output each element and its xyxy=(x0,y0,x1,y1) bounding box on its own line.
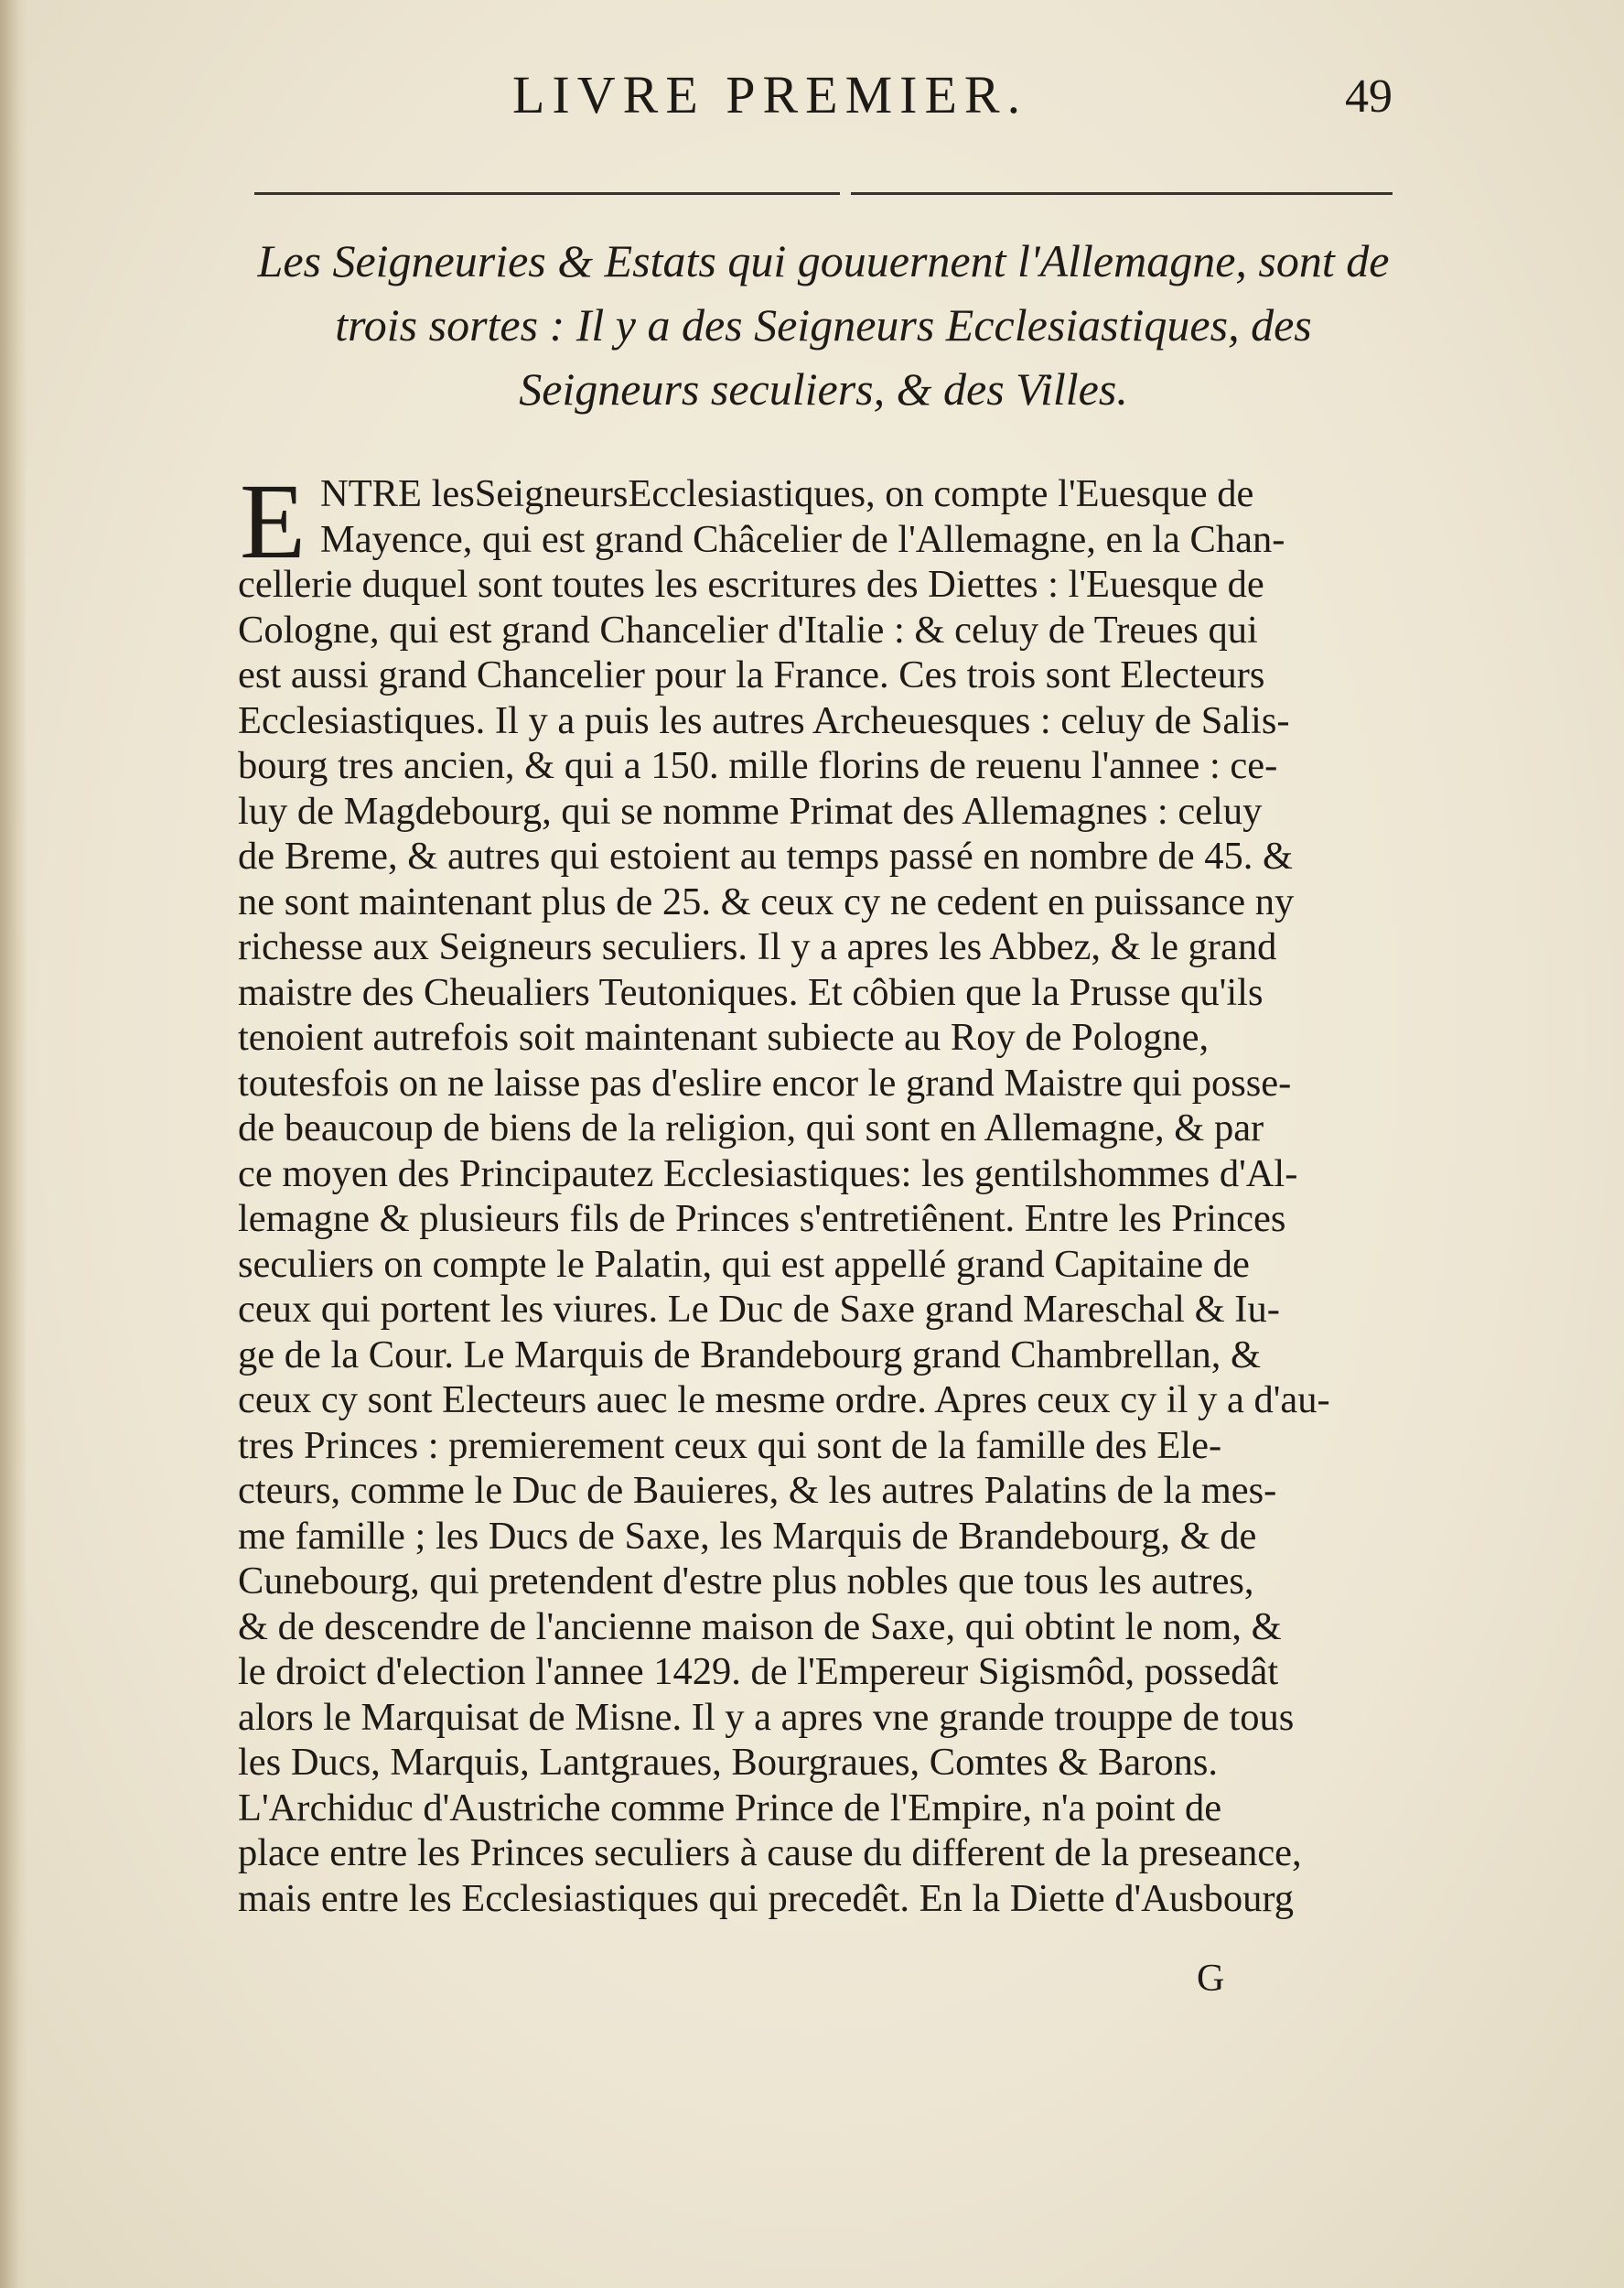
text-line: NTRE lesSeigneursEcclesiastiques, on compte l'Euesque de xyxy=(320,472,1254,515)
text-line: Mayence, qui est grand Châcelier de l'Allemagne, en la Chan- xyxy=(320,517,1285,561)
heading-line: trois sortes : Il y a des Seigneurs Ecclesiastiques, des xyxy=(335,299,1312,351)
text-line: Ecclesiastiques. Il y a puis les autres Archeuesques : celuy de Salis- xyxy=(238,698,1290,742)
text-line: cellerie duquel sont toutes les escritures des Diettes : l'Euesque de xyxy=(238,563,1264,606)
text-line: place entre les Princes seculiers à cause du different de la preseance, xyxy=(238,1831,1302,1874)
text-line: seculiers on compte le Palatin, qui est appellé grand Capitaine de xyxy=(238,1242,1250,1286)
header-rule-right xyxy=(851,192,1393,195)
running-title: LIVRE PREMIER. xyxy=(512,65,1028,124)
text-line: de beaucoup de biens de la religion, qui sont en Allemagne, & par xyxy=(238,1106,1264,1149)
text-line: de Breme, & autres qui estoient au temps passé en nombre de 45. & xyxy=(238,835,1294,878)
text-line: tres Princes : premierement ceux qui sont de la famille des Ele- xyxy=(238,1423,1222,1467)
text-line: ge de la Cour. Le Marquis de Brandebourg grand Chambrellan, & xyxy=(238,1333,1262,1376)
section-heading xyxy=(201,229,1446,421)
text-line: me famille ; les Ducs de Saxe, les Marquis de Brandebourg, & de xyxy=(238,1514,1257,1558)
header-rule-left xyxy=(254,192,840,195)
text-line: tenoient autrefois soit maintenant subiecte au Roy de Pologne, xyxy=(238,1016,1210,1059)
text-line: mais entre les Ecclesiastiques qui precedêt. En la Diette d'Ausbourg xyxy=(238,1876,1295,1920)
text-line: lemagne & plusieurs fils de Princes s'entretiênent. Entre les Princes xyxy=(238,1197,1286,1240)
text-line: ceux cy sont Electeurs auec le mesme ordre. Apres ceux cy il y a d'au- xyxy=(238,1378,1330,1421)
text-line: ceux qui portent les viures. Le Duc de Saxe grand Mareschal & Iu- xyxy=(238,1288,1280,1331)
text-line: cteurs, comme le Duc de Bauieres, & les autres Palatins de la mes- xyxy=(238,1469,1277,1512)
drop-cap: E xyxy=(240,461,307,581)
heading-line: Seigneurs seculiers, & des Villes. xyxy=(519,363,1128,415)
text-line: alors le Marquisat de Misne. Il y a apres vne grande trouppe de tous xyxy=(238,1695,1295,1739)
heading-line: Les Seigneuries & Estats qui gouuernent l'Allemagne, sont de xyxy=(257,235,1390,286)
text-line: toutesfois on ne laisse pas d'eslire encor le grand Maistre qui posse- xyxy=(238,1061,1292,1105)
text-line: le droict d'election l'annee 1429. de l'Empereur Sigismôd, possedât xyxy=(238,1650,1279,1693)
text-line: luy de Magdebourg, qui se nomme Primat des Allemagnes : celuy xyxy=(238,789,1263,833)
text-line: Cologne, qui est grand Chancelier d'Italie : & celuy de Treues qui xyxy=(238,608,1258,652)
text-line: ne sont maintenant plus de 25. & ceux cy ne cedent en puissance ny xyxy=(238,880,1295,923)
text-line: les Ducs, Marquis, Lantgraues, Bourgraues, Comtes & Barons. xyxy=(238,1741,1218,1784)
page-number: 49 xyxy=(1345,70,1393,123)
text-line: est aussi grand Chancelier pour la France. Ces trois sont Electeurs xyxy=(238,653,1265,696)
signature-mark: G xyxy=(1197,1958,1225,2000)
text-line: richesse aux Seigneurs seculiers. Il y a apres les Abbez, & le grand xyxy=(238,925,1277,968)
body-text xyxy=(238,461,1400,1921)
text-line: L'Archiduc d'Austriche comme Prince de l'Empire, n'a point de xyxy=(238,1786,1222,1829)
text-line: ce moyen des Principautez Ecclesiastiques: les gentilshommes d'Al- xyxy=(238,1151,1298,1195)
text-line: & de descendre de l'ancienne maison de Saxe, qui obtint le nom, & xyxy=(238,1604,1282,1648)
text-line: bourg tres ancien, & qui a 150. mille florins de reuenu l'annee : ce- xyxy=(238,744,1278,787)
text-line: maistre des Cheualiers Teutoniques. Et côbien que la Prusse qu'ils xyxy=(238,970,1264,1014)
text-line: Cunebourg, qui pretendent d'estre plus nobles que tous les autres, xyxy=(238,1560,1254,1603)
